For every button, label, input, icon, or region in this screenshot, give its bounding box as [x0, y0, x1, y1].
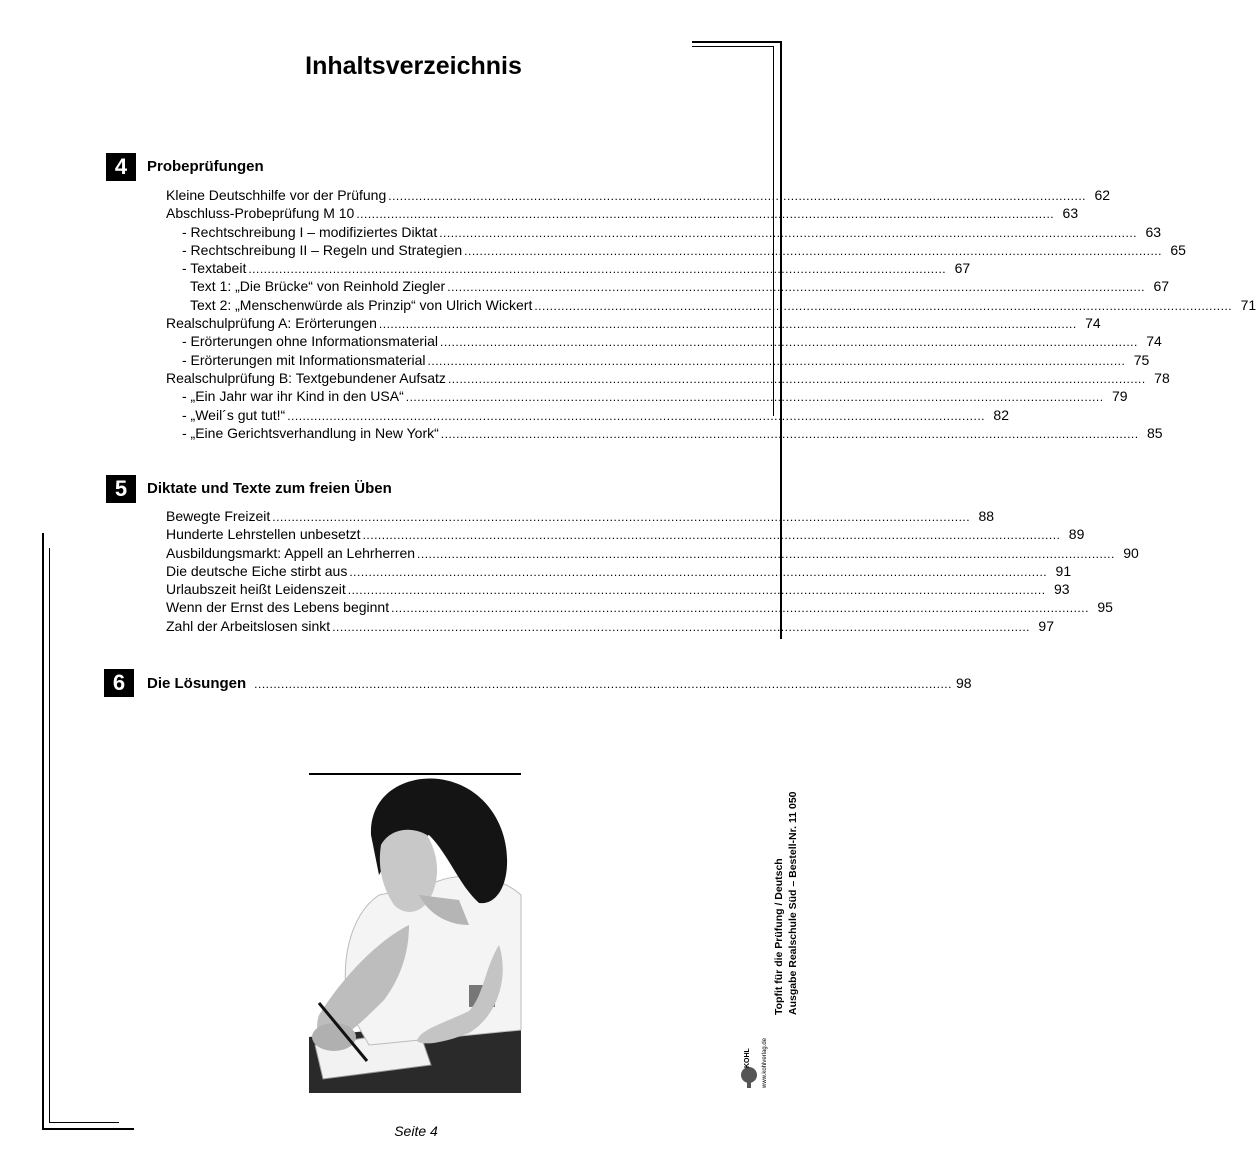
toc-entry[interactable]	[106, 333, 1162, 351]
section-5	[106, 475, 1139, 636]
toc-page-number: 78	[1154, 369, 1170, 386]
leader-dots: ......................................................................................................................................................................................	[272, 510, 971, 524]
section-4	[106, 153, 1256, 443]
leader-dots: ......................................................................................................................................................................................	[447, 371, 1146, 386]
toc-entry[interactable]	[106, 205, 1079, 223]
toc-page-number: 85	[1147, 424, 1163, 441]
toc-page-number: 63	[1062, 205, 1079, 222]
leader-dots: ......................................................................................................................................................................................	[349, 564, 1048, 579]
section-header	[106, 153, 692, 183]
toc-entry-text: - „Eine Gerichtsverhandlung in New York“	[182, 424, 439, 441]
frame-line	[692, 41, 782, 43]
leader-dots: ......................................................................................................................................................................................	[417, 546, 1115, 561]
leader-dots: ......................................................................................................................................................................................	[388, 189, 1087, 203]
toc-entry[interactable]	[106, 315, 1101, 333]
leader-dots: ......................................................................................................................................................................................	[405, 390, 1104, 405]
toc-entry-text: Realschulprüfung B: Textgebundener Aufsatz	[166, 369, 446, 386]
section-title: Probeprüfungen	[147, 158, 264, 175]
toc-page-number: 71	[1240, 296, 1256, 313]
toc-entry-text: Text 1: „Die Brücke“ von Reinhold Ziegler	[190, 278, 446, 295]
leader-dots: ......................................................................................................................................................................................	[254, 677, 952, 691]
leader-dots: ......................................................................................................................................................................................	[440, 335, 1138, 350]
toc-entry[interactable]	[106, 223, 1162, 242]
toc-entry[interactable]	[106, 544, 1139, 563]
toc-entry[interactable]	[106, 617, 1054, 636]
leader-dots: ......................................................................................................................................................................................	[391, 601, 1089, 616]
frame-line	[692, 46, 774, 47]
toc-entry-text: Abschluss-Probeprüfung M 10	[166, 205, 355, 222]
side-caption-line1: Topfit für die Prüfung / Deutsch	[773, 858, 785, 1015]
toc-entry-text: Zahl der Arbeitslosen sinkt	[166, 617, 331, 634]
leader-dots: ......................................................................................................................................................................................	[356, 207, 1055, 222]
section-6[interactable]	[104, 669, 972, 697]
toc-page-number: 74	[1085, 315, 1101, 332]
section-number: 5	[106, 475, 136, 503]
frame-line	[42, 533, 44, 1130]
leader-dots: ......................................................................................................................................................................................	[362, 528, 1061, 543]
toc-page-number: 88	[978, 508, 995, 524]
toc-entry[interactable]	[106, 260, 971, 278]
toc-entry[interactable]	[106, 278, 1170, 296]
toc-entry-text: Hunderte Lehrstellen unbesetzt	[166, 526, 361, 543]
section-title: Die Lösungen	[147, 675, 247, 692]
toc-entry-text: Realschulprüfung A: Erörterungen	[166, 315, 377, 332]
toc-entry-text: - Textabeit	[182, 260, 247, 277]
toc-entry-text: Wenn der Ernst des Lebens beginnt	[166, 599, 390, 616]
toc-page-number: 79	[1111, 388, 1128, 405]
toc-page-number: 91	[1055, 562, 1072, 579]
toc-page-number: 75	[1133, 351, 1150, 368]
toc-entry[interactable]	[106, 187, 1111, 205]
toc-page-number: 90	[1123, 544, 1139, 561]
leader-dots: ......................................................................................................................................................................................	[440, 426, 1139, 441]
section-header	[106, 475, 692, 505]
toc-page-number: 74	[1146, 333, 1162, 350]
section-number: 6	[104, 669, 134, 697]
toc-entry	[147, 675, 972, 692]
side-caption	[772, 791, 800, 1015]
page-title: Inhaltsverzeichnis	[305, 52, 522, 80]
leader-dots: ......................................................................................................................................................................................	[248, 262, 947, 277]
toc-entry-text: Text 2: „Menschenwürde als Prinzip“ von Ulrich Wickert	[190, 296, 533, 313]
toc-entry[interactable]	[106, 406, 1009, 425]
toc-entry-text: - Rechtschreibung I – modifiziertes Diktat	[182, 223, 438, 240]
toc-entry[interactable]	[106, 562, 1072, 581]
toc-page-number: 62	[1094, 187, 1111, 203]
frame-line	[49, 548, 50, 1123]
toc-list	[106, 508, 1139, 636]
leader-dots: ......................................................................................................................................................................................	[347, 583, 1046, 598]
toc-entry[interactable]	[106, 526, 1085, 544]
toc-entry-text: - Erörterungen mit Informationsmaterial	[182, 351, 426, 368]
toc-page-number: 82	[993, 406, 1009, 423]
toc-entry-text: - „Ein Jahr war ihr Kind in den USA“	[182, 388, 404, 405]
leader-dots: ......................................................................................................................................................................................	[427, 353, 1126, 368]
toc-page-number: 65	[1170, 241, 1186, 258]
leader-dots: ......................................................................................................................................................................................	[439, 225, 1138, 240]
page-footer: Seite 4	[394, 1123, 438, 1139]
toc-entry[interactable]	[106, 508, 995, 526]
toc-entry-text: Bewegte Freizeit	[166, 508, 271, 524]
leader-dots: ......................................................................................................................................................................................	[464, 243, 1162, 258]
section-title: Diktate und Texte zum freien Üben	[147, 480, 392, 497]
toc-page-number: 67	[1153, 278, 1170, 295]
toc-entry[interactable]	[106, 369, 1170, 388]
publisher-website: www.kohlverlag.de	[762, 1037, 768, 1088]
toc-page-number: 97	[1038, 617, 1054, 634]
toc-entry-text: - „Weil´s gut tut!“	[182, 406, 286, 423]
toc-page-number: 67	[954, 260, 971, 277]
toc-entry-text: Urlaubszeit heißt Leidenszeit	[166, 581, 346, 598]
leader-dots: ......................................................................................................................................................................................	[447, 280, 1146, 295]
toc-entry[interactable]	[106, 388, 1128, 406]
toc-entry[interactable]	[106, 241, 1186, 260]
toc-entry[interactable]	[106, 351, 1150, 370]
student-writing-photo	[309, 773, 521, 1093]
leader-dots: ......................................................................................................................................................................................	[534, 298, 1233, 313]
toc-list	[106, 187, 1256, 443]
toc-page-number: 98	[955, 675, 972, 691]
toc-entry[interactable]	[106, 599, 1113, 617]
leader-dots: ......................................................................................................................................................................................	[332, 619, 1030, 634]
toc-entry[interactable]	[106, 424, 1163, 443]
toc-page-number: 93	[1053, 581, 1070, 598]
toc-entry[interactable]	[106, 581, 1070, 599]
toc-page-number: 95	[1097, 599, 1113, 616]
toc-entry-text: Die deutsche Eiche stirbt aus	[166, 562, 348, 579]
side-caption-line2: Ausgabe Realschule Süd – Bestell-Nr. 11 050	[787, 791, 799, 1015]
toc-entry-text: - Erörterungen ohne Informationsmaterial	[182, 333, 439, 350]
toc-page-number: 89	[1068, 526, 1085, 543]
toc-entry-text: - Rechtschreibung II – Regeln und Strategien	[182, 241, 463, 258]
toc-entry-text: Kleine Deutschhilfe vor der Prüfung	[166, 187, 387, 203]
toc-entry[interactable]	[106, 296, 1256, 315]
section-number: 4	[106, 153, 136, 181]
photo-illustration	[309, 775, 521, 1093]
toc-entry-text: Ausbildungsmarkt: Appell an Lehrherren	[166, 544, 416, 561]
publisher-name: KOHL	[744, 1048, 751, 1068]
toc-page-number: 63	[1145, 223, 1162, 240]
leader-dots: ......................................................................................................................................................................................	[378, 317, 1077, 332]
leader-dots: ......................................................................................................................................................................................	[287, 408, 985, 423]
